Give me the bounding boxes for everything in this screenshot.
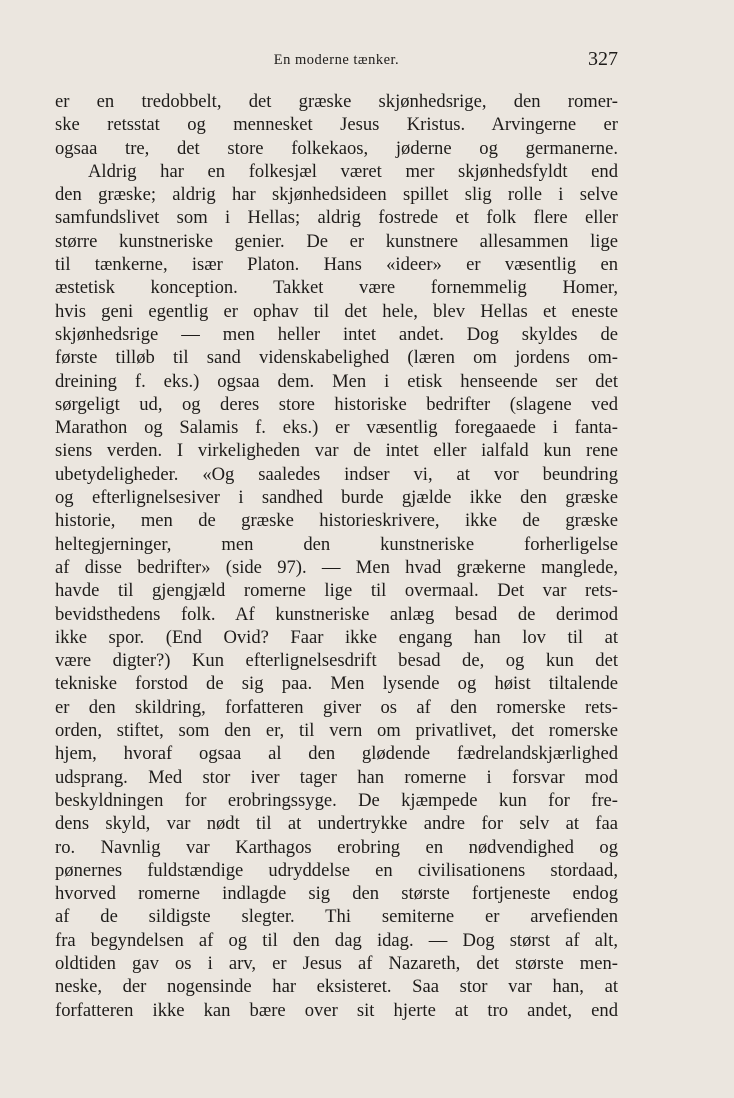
text-line: dreining f. eks.) ogsaa dem. Men i etisk henseende ser det [55,370,618,392]
text-line: tekniske forstod de sig paa. Men lysende og høist tiltalende [55,673,618,695]
text-line: heltegjerninger, men den kunstneriske forherligelse [55,533,618,555]
text-line: samfundslivet som i Hellas; aldrig fostrede et folk flere eller [55,207,618,229]
text-line: til tænkerne, især Platon. Hans «ideer» er væsentlig en [55,254,618,276]
text-line: ubetydeligheder. «Og saaledes indser vi, at vor beundring [55,463,618,485]
text-line: oldtiden gav os i arv, er Jesus af Nazareth, det største men- [55,952,618,974]
text-line: hvis geni egentlig er ophav til det hele, blev Hellas et eneste [55,300,618,322]
text-line: hjem, hvoraf ogsaa al den glødende fædrelandskjærlighed [55,743,618,765]
text-line: er en tredobbelt, det græske skjønhedsrige, den romer- [55,91,618,112]
text-line: ske retsstat og mennesket Jesus Kristus. Arvingerne er [55,114,618,136]
text-line: Aldrig har en folkesjæl været mer skjønhedsfyldt end [88,160,618,182]
text-line: Marathon og Salamis f. eks.) er væsentlig foregaaede i fanta- [55,417,618,439]
text-line: hvorved romerne indlagde sig den største fortjeneste endog [55,883,618,905]
text-line: være digter?) Kun efterlignelsesdrift besad de, og kun det [55,650,618,672]
text-line: større kunstneriske genier. De er kunstnere allesammen lige [55,230,618,252]
text-line: den græske; aldrig har skjønhedsideen spillet slig rolle i selve [55,184,618,206]
text-line: og efterlignelsesiver i sandhed burde gjælde ikke den græske [55,487,618,509]
text-line: orden, stiftet, som den er, til vern om privatlivet, det romerske [55,720,618,742]
page-number: 327 [588,48,618,70]
text-line: siens verden. I virkeligheden var de intet eller ialfald kun rene [55,440,618,462]
text-line: af de sildigste slegter. Thi semiterne er arvefienden [55,906,618,928]
text-line: pønernes fuldstændige udryddelse en civilisationens stordaad, [55,859,618,881]
text-line: ikke spor. (End Ovid? Faar ikke engang han lov til at [55,626,618,648]
text-line: første tilløb til sand videnskabelighed (læren om jordens om- [55,347,618,369]
text-line: havde til gjengjæld romerne lige til overmaal. Det var rets- [55,580,618,602]
running-title: En moderne tænker. [273,52,400,68]
text-line: er den skildring, forfatteren giver os af den romerske rets- [55,696,618,718]
text-line: udsprang. Med stor iver tager han romerne i forsvar mod [55,766,618,788]
body-text [55,90,618,1022]
page-header [55,48,618,74]
text-line: dens skyld, var nødt til at undertrykke andre for selv at faa [55,813,618,835]
text-line: bevidsthedens folk. Af kunstneriske anlæg besad de derimod [55,603,618,625]
text-line: beskyldningen for erobringssyge. De kjæmpede kun for fre- [55,789,618,811]
text-line: af disse bedrifter» (side 97). — Men hvad grækerne manglede, [55,556,618,578]
text-line: forfatteren ikke kan bære over sit hjerte at tro andet, end [55,999,618,1021]
text-line: historie, men de græske historieskrivere, ikke de græske [55,510,618,532]
text-line: ro. Navnlig var Karthagos erobring en nødvendighed og [55,836,618,858]
text-line: ogsaa tre, det store folkekaos, jøderne og germanerne. [55,137,618,159]
text-line: fra begyndelsen af og til den dag idag. — Dog størst af alt, [55,929,618,951]
text-line: skjønhedsrige — men heller intet andet. Dog skyldes de [55,323,618,345]
text-line: neske, der nogensinde har eksisteret. Saa stor var han, at [55,976,618,998]
text-line: sørgeligt ud, og deres store historiske bedrifter (slagene ved [55,393,618,415]
text-line: æstetisk konception. Takket være fornemmelig Homer, [55,277,618,299]
